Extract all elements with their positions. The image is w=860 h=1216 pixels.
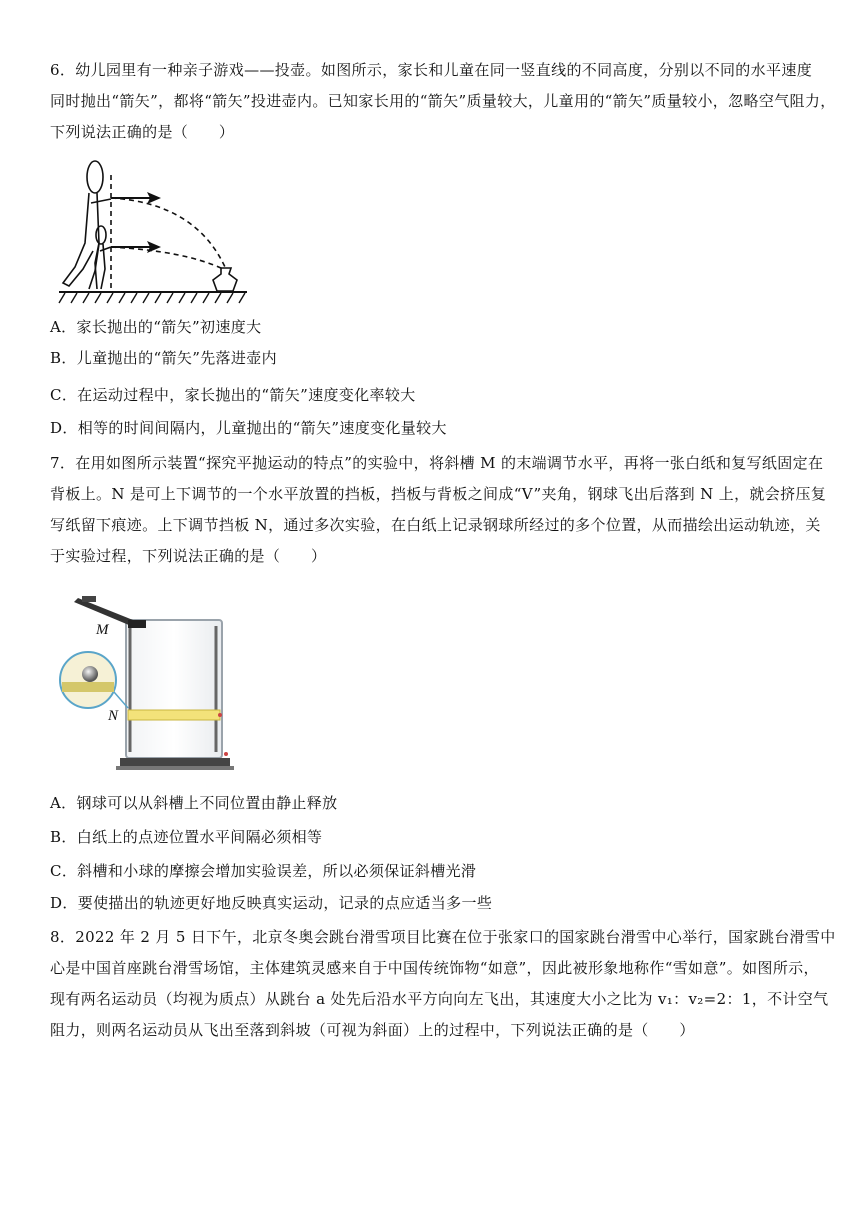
question-7-figure (56, 592, 246, 778)
question-7-line-1: 7．在用如图所示装置“探究平抛运动的特点”的实验中，将斜槽 M 的末端调节水平，再将一张白纸和复写纸固定在 (50, 454, 824, 472)
chute-label: M (96, 622, 109, 638)
question-8-stem (50, 922, 836, 1046)
question-8-line-1: 8．2022 年 2 月 5 日下午，北京冬奥会跳台滑雪项目比赛在位于张家口的国家跳台滑雪中心举行，国家跳台滑雪中 (50, 928, 836, 946)
question-6-figure (55, 155, 255, 307)
question-6-option-a: A．家长抛出的“箭矢”初速度大 (50, 318, 262, 336)
question-7-line-3: 写纸留下痕迹。上下调节挡板 N，通过多次实验，在白纸上记录钢球所经过的多个位置，从而描绘出运动轨迹，关 (50, 516, 821, 534)
question-6-option-d: D．相等的时间间隔内，儿童抛出的“箭矢”速度变化量较大 (50, 419, 447, 437)
question-7-option-d: D．要使描出的轨迹更好地反映真实运动，记录的点应适当多一些 (50, 894, 493, 912)
question-6-line-1: 6．幼儿园里有一种亲子游戏——投壶。如图所示，家长和儿童在同一竖直线的不同高度，分别以不同的水平速度 (50, 61, 813, 79)
question-7-stem (50, 448, 827, 572)
question-6-line-2: 同时抛出“箭矢”，都将“箭矢”投进壶内。已知家长用的“箭矢”质量较大，儿童用的“箭矢”质量较小，忽略空气阻力， (50, 92, 836, 110)
question-8-line-3: 现有两名运动员（均视为质点）从跳台 a 处先后沿水平方向向左飞出，其速度大小之比为 v₁：v₂=2：1，不计空气 (50, 990, 829, 1008)
baffle-label: N (108, 708, 119, 724)
question-8-line-2: 心是中国首座跳台滑雪场馆，主体建筑灵感来自于中国传统饰物“如意”，因此被形象地称作“雪如意”。如图所示， (50, 959, 819, 977)
question-7-line-4: 于实验过程，下列说法正确的是（ ） (50, 547, 327, 565)
question-8-line-4: 阻力，则两名运动员从飞出至落到斜坡（可视为斜面）上的过程中，下列说法正确的是（ ） (50, 1021, 695, 1039)
question-7-line-2: 背板上。N 是可上下调节的一个水平放置的挡板，挡板与背板之间成“V”夹角，钢球飞出后落到 N 上，就会挤压复 (50, 485, 827, 503)
question-6-stem (50, 55, 836, 148)
question-6-option-b: B．儿童抛出的“箭矢”先落进壶内 (50, 349, 277, 367)
question-6-line-3: 下列说法正确的是（ ） (50, 123, 235, 141)
question-6-option-c: C．在运动过程中，家长抛出的“箭矢”速度变化率较大 (50, 386, 416, 404)
question-7-option-c: C．斜槽和小球的摩擦会增加实验误差，所以必须保证斜槽光滑 (50, 862, 477, 880)
question-7-option-a: A．钢球可以从斜槽上不同位置由静止释放 (50, 794, 338, 812)
question-7-option-b: B．白纸上的点迹位置水平间隔必须相等 (50, 828, 323, 846)
